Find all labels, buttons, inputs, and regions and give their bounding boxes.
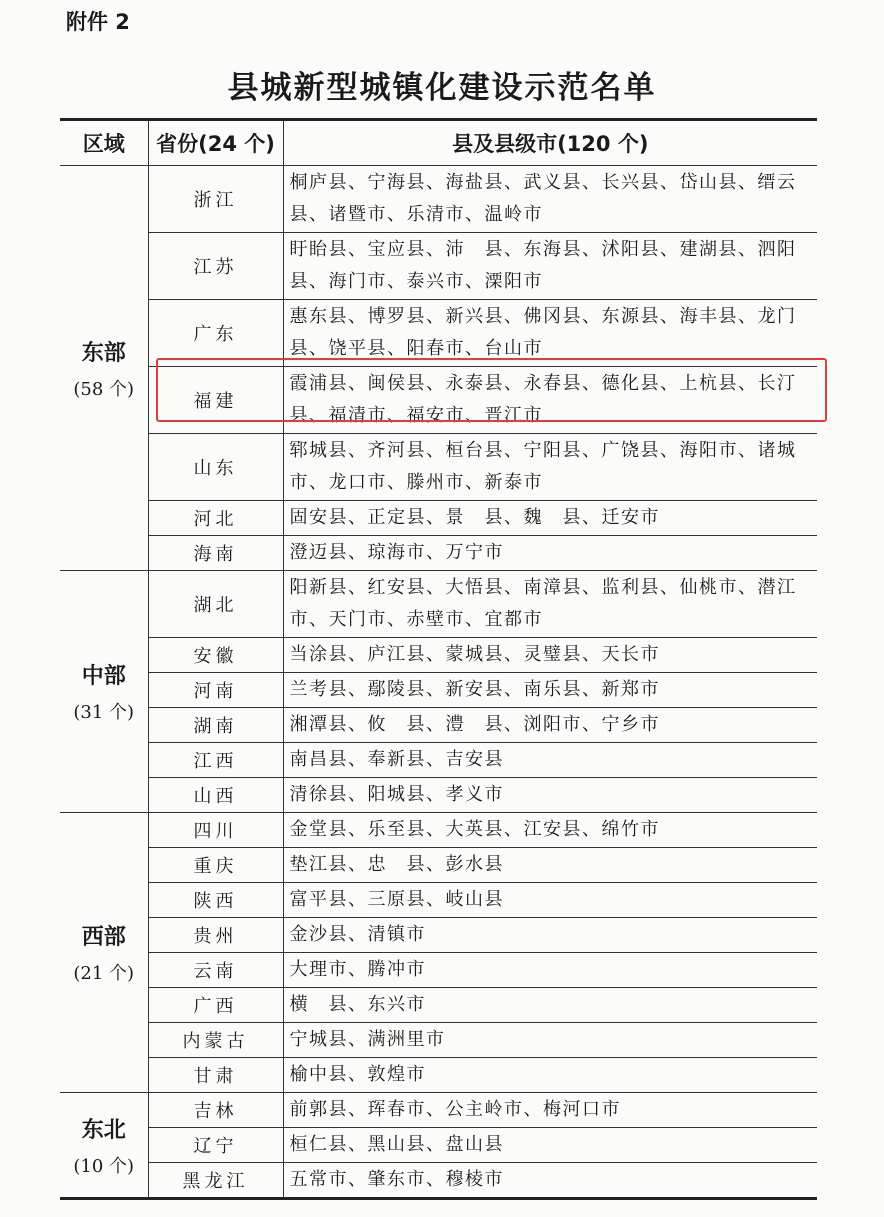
province-cell: 山西 [148,778,283,813]
province-cell: 重庆 [148,848,283,883]
table-row [60,918,817,953]
counties-cell: 固安县、正定县、景 县、魏 县、迁安市 [283,501,817,536]
table-row [60,434,817,501]
counties-cell: 金沙县、清镇市 [283,918,817,953]
page-title: 县城新型城镇化建设示范名单 [227,70,657,106]
region-count: (58 个) [73,378,135,400]
province-cell: 广东 [148,300,283,367]
counties-cell: 南昌县、奉新县、吉安县 [283,743,817,778]
province-cell: 黑龙江 [148,1163,283,1199]
region-name: 西部 [81,925,126,950]
region-cell-west [60,813,148,1093]
table-header-row [60,120,817,166]
province-cell: 陕西 [148,883,283,918]
province-cell: 云南 [148,953,283,988]
table-row [60,166,817,233]
region-count: (21 个) [73,963,135,984]
counties-cell: 桐庐县、宁海县、海盐县、武义县、长兴县、岱山县、缙云县、诸暨市、乐清市、温岭市 [283,166,817,233]
table-row [60,1128,817,1163]
table-row [60,1023,817,1058]
region-cell-northeast [60,1093,148,1199]
province-cell: 四川 [148,813,283,848]
table-row [60,1163,817,1199]
table-row [60,743,817,778]
province-cell: 内蒙古 [148,1023,283,1058]
counties-cell: 盱眙县、宝应县、沛 县、东海县、沭阳县、建湖县、泗阳县、海门市、泰兴市、溧阳市 [283,233,817,300]
region-name: 中部 [81,664,126,689]
counties-cell: 横 县、东兴市 [283,988,817,1023]
table-row [60,501,817,536]
counties-cell: 兰考县、鄢陵县、新安县、南乐县、新郑市 [283,673,817,708]
province-cell: 河北 [148,501,283,536]
counties-cell: 富平县、三原县、岐山县 [283,883,817,918]
province-cell: 广西 [148,988,283,1023]
table-row [60,1093,817,1128]
counties-cell: 大理市、腾冲市 [283,953,817,988]
province-cell: 江苏 [148,233,283,300]
counties-cell: 霞浦县、闽侯县、永泰县、永春县、德化县、上杭县、长汀县、福清市、福安市、晋江市 [283,367,817,434]
province-cell: 湖北 [148,571,283,638]
counties-cell: 清徐县、阳城县、孝义市 [283,778,817,813]
province-cell: 福建 [148,367,283,434]
province-cell: 浙江 [148,166,283,233]
region-count: (31 个) [73,702,135,723]
counties-cell: 惠东县、博罗县、新兴县、佛冈县、东源县、海丰县、龙门县、饶平县、阳春市、台山市 [283,300,817,367]
counties-cell: 垫江县、忠 县、彭水县 [283,848,817,883]
province-cell: 海南 [148,536,283,571]
counties-cell: 五常市、肇东市、穆棱市 [283,1163,817,1199]
table-row [60,536,817,571]
table-row [60,883,817,918]
table-row [60,673,817,708]
table-row [60,953,817,988]
table-row [60,708,817,743]
counties-cell: 澄迈县、琼海市、万宁市 [283,536,817,571]
counties-cell: 前郭县、珲春市、公主岭市、梅河口市 [283,1093,817,1128]
table-row [60,638,817,673]
province-cell: 安徽 [148,638,283,673]
province-cell: 河南 [148,673,283,708]
region-count: (10 个) [73,1155,135,1177]
region-cell-east [60,166,148,571]
counties-cell: 榆中县、敦煌市 [283,1058,817,1093]
counties-cell: 金堂县、乐至县、大英县、江安县、绵竹市 [283,813,817,848]
table-row [60,300,817,367]
demonstration-list-table [60,118,817,1200]
header-province: 省份(24 个) [148,120,283,166]
table-row [60,233,817,300]
region-name: 东北 [81,1117,126,1143]
highlight-box [156,358,827,422]
counties-cell: 桓仁县、黑山县、盘山县 [283,1128,817,1163]
region-cell-central [60,571,148,813]
province-cell: 辽宁 [148,1128,283,1163]
attachment-label: 附件 2 [66,10,130,34]
header-counties: 县及县级市(120 个) [283,120,817,166]
province-cell: 山东 [148,434,283,501]
province-cell: 湖南 [148,708,283,743]
table-row [60,813,817,848]
counties-cell: 湘潭县、攸 县、澧 县、浏阳市、宁乡市 [283,708,817,743]
province-cell: 贵州 [148,918,283,953]
counties-cell: 当涂县、庐江县、蒙城县、灵璧县、天长市 [283,638,817,673]
table-row [60,1058,817,1093]
table-row [60,571,817,638]
counties-cell: 阳新县、红安县、大悟县、南漳县、监利县、仙桃市、潜江市、天门市、赤壁市、宜都市 [283,571,817,638]
counties-cell: 郓城县、齐河县、桓台县、宁阳县、广饶县、海阳市、诸城市、龙口市、滕州市、新泰市 [283,434,817,501]
province-cell: 甘肃 [148,1058,283,1093]
header-region: 区域 [60,120,148,166]
region-name: 东部 [81,340,126,366]
table-row [60,848,817,883]
counties-cell: 宁城县、满洲里市 [283,1023,817,1058]
province-cell: 江西 [148,743,283,778]
table-row [60,778,817,813]
table-row [60,988,817,1023]
province-cell: 吉林 [148,1093,283,1128]
